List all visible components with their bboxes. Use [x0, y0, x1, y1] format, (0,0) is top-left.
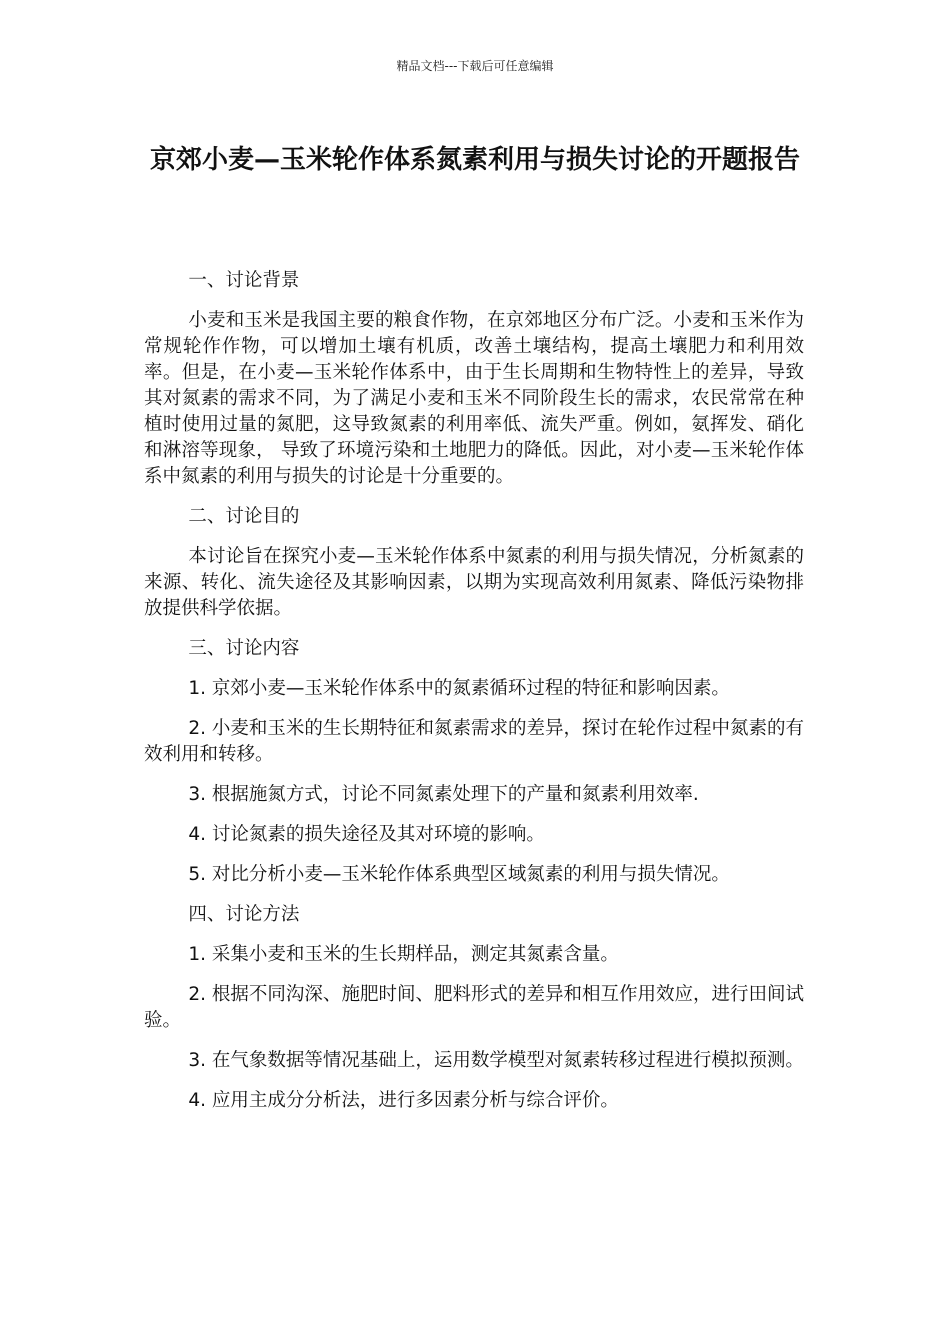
section-background [144, 268, 804, 490]
section-methods [144, 902, 804, 1114]
document-body [144, 268, 804, 1128]
section-heading: 四、讨论方法 [188, 904, 300, 925]
section-heading: 二、讨论目的 [188, 506, 300, 527]
list-item: 5. 对比分析小麦—玉米轮作体系典型区域氮素的利用与损失情况。 [188, 864, 730, 885]
paragraph: 小麦和玉米是我国主要的粮食作物，在京郊地区分布广泛。小麦和玉米作为常规轮作作物，可以增加土壤有机质，改善土壤结构，提高土壤肥力和利用效率。但是，在小麦—玉米轮作体系中，由于生长周期和生物特性上的差异，导致其对氮素的需求不同，为了满足小麦和玉米不同阶段生长的需求，农民常常在种植时使用过量的氮肥，这导致氮素的利用率低、流失严重。例如，氨挥发、硝化和淋溶等现象， 导致了环境污染和土地肥力的降低。因此，对小麦—玉米轮作体系中氮素的利用与损失的讨论是十分重要的。 [144, 310, 804, 487]
list-item: 1. 采集小麦和玉米的生长期样品，测定其氮素含量。 [188, 944, 619, 965]
section-purpose [144, 504, 804, 622]
section-heading: 一、讨论背景 [188, 270, 300, 291]
section-content [144, 636, 804, 888]
section-heading: 三、讨论内容 [188, 638, 300, 659]
list-item: 1. 京郊小麦—玉米轮作体系中的氮素循环过程的特征和影响因素。 [188, 678, 730, 699]
document-title: 京郊小麦—玉米轮作体系氮素利用与损失讨论的开题报告 [149, 145, 800, 175]
list-item: 3. 根据施氮方式，讨论不同氮素处理下的产量和氮素利用效率. [188, 784, 699, 805]
list-item: 2. 根据不同沟深、施肥时间、肥料形式的差异和相互作用效应，进行田间试验。 [144, 984, 804, 1031]
paragraph: 本讨论旨在探究小麦—玉米轮作体系中氮素的利用与损失情况，分析氮素的来源、转化、流失途径及其影响因素，以期为实现高效利用氮素、降低污染物排放提供科学依据。 [144, 546, 804, 619]
header-note: 精品文档---下载后可任意编辑 [396, 59, 554, 73]
list-item: 4. 讨论氮素的损失途径及其对环境的影响。 [188, 824, 545, 845]
list-item: 2. 小麦和玉米的生长期特征和氮素需求的差异，探讨在轮作过程中氮素的有效利用和转移。 [144, 718, 804, 765]
list-item: 4. 应用主成分分析法，进行多因素分析与综合评价。 [188, 1090, 619, 1111]
list-item: 3. 在气象数据等情况基础上，运用数学模型对氮素转移过程进行模拟预测。 [188, 1050, 804, 1071]
